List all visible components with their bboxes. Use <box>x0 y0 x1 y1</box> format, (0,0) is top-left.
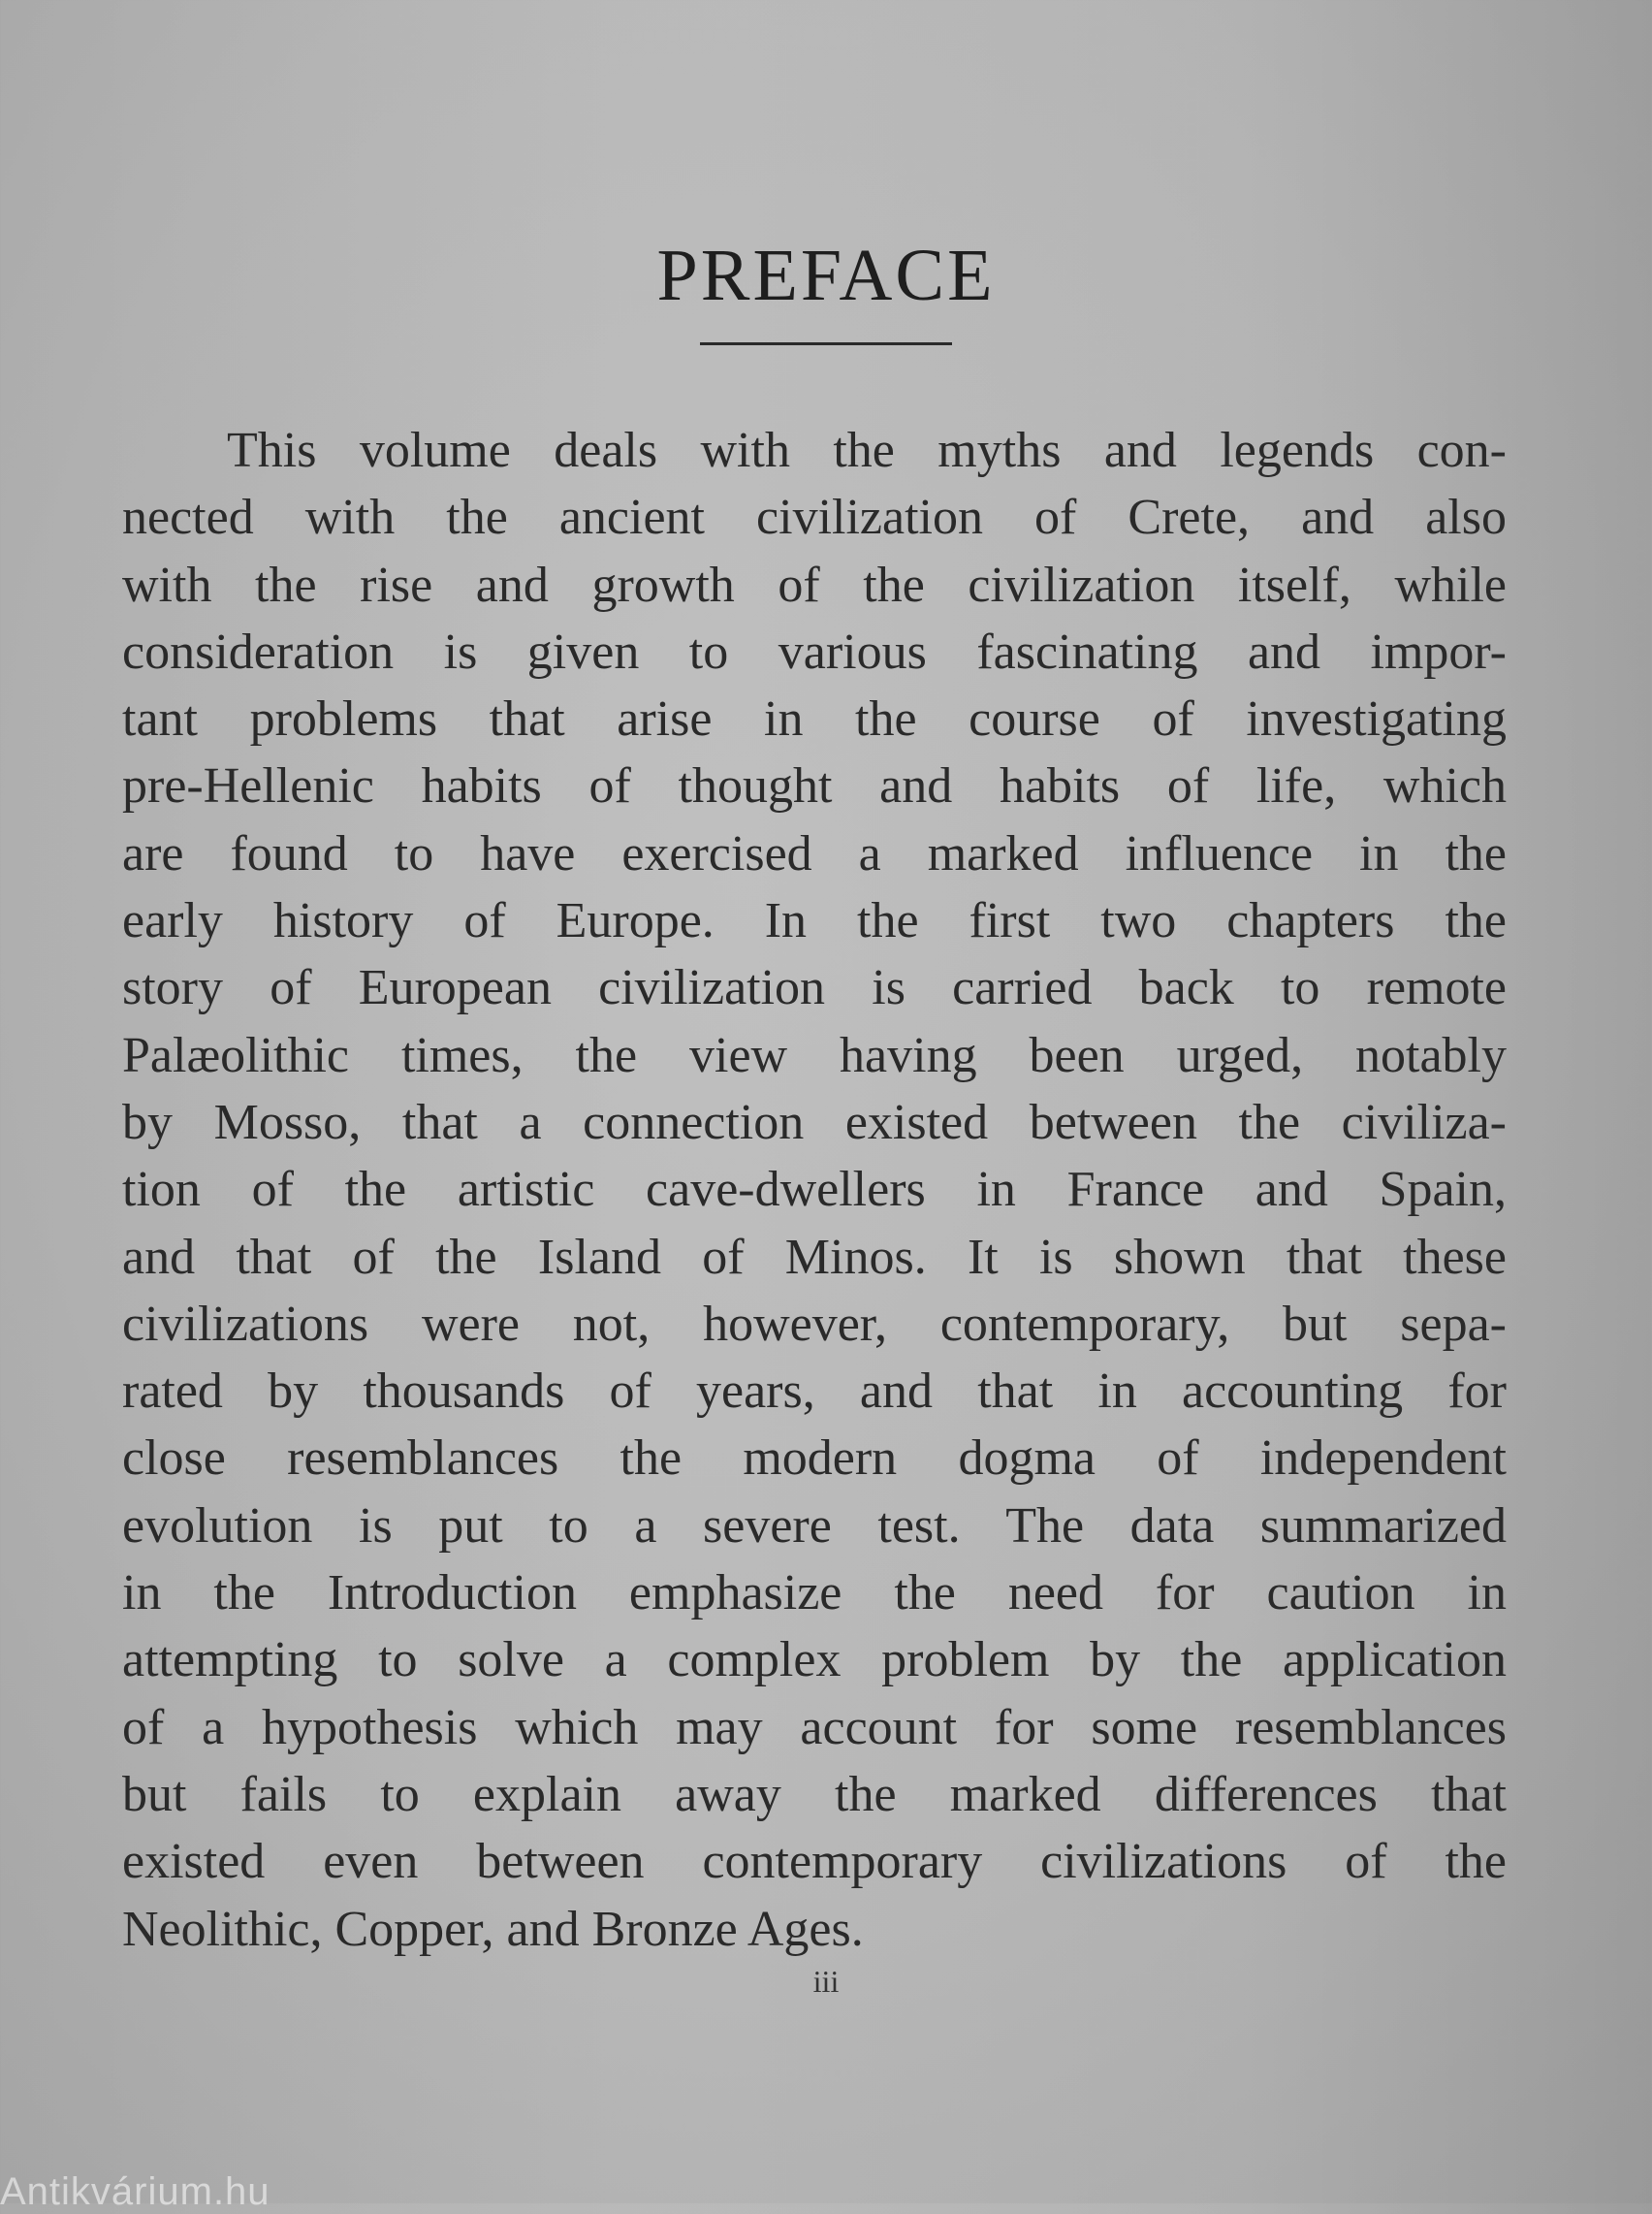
page-number: iii <box>812 1964 840 1999</box>
text-line: of a hypothesis which may account for some resemblances <box>122 1699 1507 1755</box>
text-line: but fails to explain away the marked differences that <box>122 1766 1507 1822</box>
text-line: story of European civilization is carried back to remote <box>122 960 1507 1016</box>
preface-paragraph <box>122 417 1507 1963</box>
text-line: This volume deals with the myths and legends con- <box>227 423 1507 478</box>
text-line: evolution is put to a severe test. The data summarized <box>122 1497 1507 1554</box>
text-line: close resemblances the modern dogma of independent <box>122 1430 1507 1487</box>
title-divider <box>700 342 952 345</box>
reverse-page-bleed-through <box>145 0 1522 436</box>
text-line: Neolithic, Copper, and Bronze Ages. <box>122 1901 864 1957</box>
text-line: and that of the Island of Minos. It is shown that these <box>122 1229 1507 1285</box>
text-line: early history of Europe. In the first two chapters the <box>122 893 1507 949</box>
text-line: with the rise and growth of the civilization itself, while <box>122 557 1507 613</box>
page-title: PREFACE <box>656 234 996 316</box>
text-line: existed even between contemporary civilizations of the <box>122 1834 1507 1890</box>
text-line: tant problems that arise in the course of investigating <box>122 691 1507 748</box>
text-line: tion of the artistic cave-dwellers in France and Spain, <box>122 1162 1507 1218</box>
text-line: attempting to solve a complex problem by the application <box>122 1632 1507 1688</box>
text-line: rated by thousands of years, and that in accounting for <box>122 1364 1507 1420</box>
text-line: in the Introduction emphasize the need for caution in <box>122 1565 1507 1621</box>
watermark: Antikvárium.hu <box>0 2170 270 2213</box>
text-line: nected with the ancient civilization of Crete, and also <box>122 490 1507 546</box>
text-line: by Mosso, that a connection existed between the civiliza- <box>122 1094 1507 1150</box>
text-line: consideration is given to various fascinating and impor- <box>122 624 1507 680</box>
text-line: are found to have exercised a marked influence in the <box>122 825 1507 882</box>
text-line: pre-Hellenic habits of thought and habits of life, which <box>122 758 1507 815</box>
text-line: civilizations were not, however, contemporary, but sepa- <box>122 1296 1507 1352</box>
text-line: Palæolithic times, the view having been urged, notably <box>122 1027 1507 1083</box>
